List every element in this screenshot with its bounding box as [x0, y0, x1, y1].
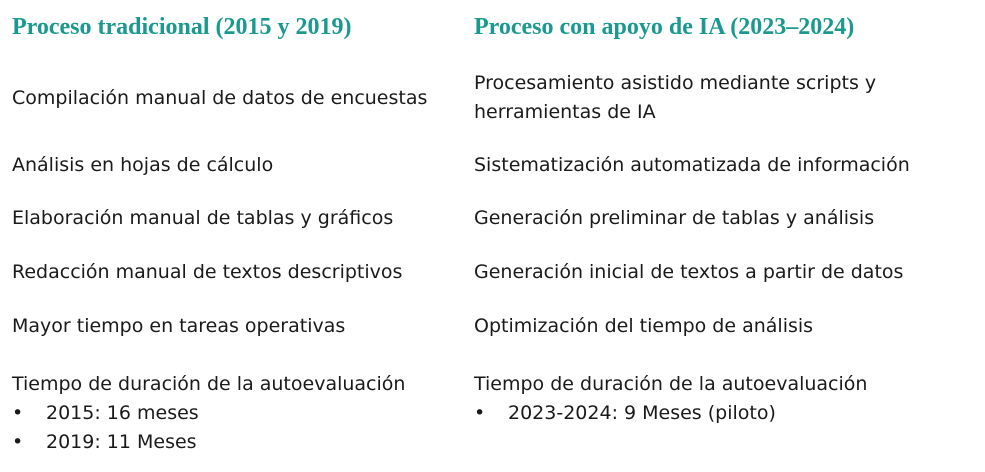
ai-item-1: Procesamiento asistido mediante scripts y herramientas de IA — [474, 72, 877, 123]
ai-item-4: Generación inicial de textos a partir de datos — [474, 261, 904, 283]
traditional-item-1: Compilación manual de datos de encuestas — [12, 87, 428, 109]
ai-duration-label: Tiempo de duración de la autoevaluación — [474, 373, 868, 395]
ai-process-heading: Proceso con apoyo de IA (2023–2024) — [474, 14, 855, 40]
traditional-item-5: Mayor tiempo en tareas operativas — [12, 315, 346, 337]
ai-duration-list — [474, 399, 776, 428]
ai-item-2: Sistematización automatizada de información — [474, 154, 910, 176]
traditional-duration-2015: • 2015: 16 meses — [12, 399, 199, 428]
traditional-process-heading: Proceso tradicional (2015 y 2019) — [12, 14, 352, 40]
traditional-item-3: Elaboración manual de tablas y gráficos — [12, 207, 394, 229]
traditional-duration-list — [12, 399, 199, 457]
traditional-item-2: Análisis en hojas de cálculo — [12, 154, 274, 176]
ai-duration-2023-2024: • 2023-2024: 9 Meses (piloto) — [474, 399, 776, 428]
ai-item-3: Generación preliminar de tablas y análisis — [474, 207, 875, 229]
ai-item-5: Optimización del tiempo de análisis — [474, 315, 814, 337]
traditional-duration-label: Tiempo de duración de la autoevaluación — [12, 373, 406, 395]
traditional-item-4: Redacción manual de textos descriptivos — [12, 261, 403, 283]
traditional-duration-2019: • 2019: 11 Meses — [12, 428, 199, 457]
